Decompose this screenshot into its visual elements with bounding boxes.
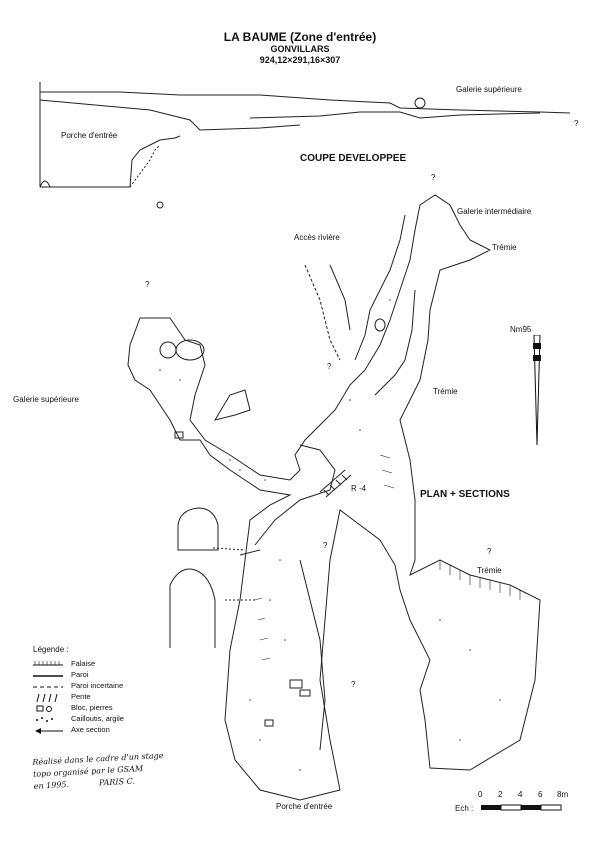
scale-tick-6: 6 bbox=[538, 790, 543, 799]
label-plan-sections: PLAN + SECTIONS bbox=[420, 489, 510, 500]
label-tremie: Trémie bbox=[433, 387, 458, 396]
axe-section-symbol bbox=[33, 727, 65, 735]
scale-tick-0: 0 bbox=[478, 790, 483, 799]
map-location: GONVILLARS bbox=[270, 44, 330, 54]
scale-bar bbox=[455, 790, 585, 830]
paroi-incertaine-symbol bbox=[33, 683, 65, 691]
map-title: LA BAUME (Zone d'entrée) bbox=[223, 30, 377, 44]
label-question-mark: ? bbox=[327, 362, 332, 371]
label-galerie-superieure-plan: Galerie supérieure bbox=[13, 395, 79, 404]
map-coordinates: 924,12×291,16×307 bbox=[259, 55, 341, 65]
legend bbox=[33, 645, 193, 734]
note-author: PARIS C. bbox=[98, 776, 136, 788]
label-galerie-intermediaire: Galerie intermédiaire bbox=[457, 207, 532, 216]
label-porche-entree-profile: Porche d'entrée bbox=[61, 131, 118, 140]
scale-prefix: Ech : bbox=[455, 804, 474, 813]
scale-tick-2: 2 bbox=[498, 790, 503, 799]
legend-item-axe-section: Axe section bbox=[71, 725, 110, 734]
north-label: Nm95 bbox=[510, 325, 532, 334]
label-coupe-developpee: COUPE DEVELOPPEE bbox=[300, 153, 407, 164]
note-line-1: Réalisé dans le cadre d'un stage bbox=[32, 751, 164, 767]
label-tremie: Trémie bbox=[477, 566, 502, 575]
legend-item-falaise: Falaise bbox=[71, 659, 96, 668]
label-question-mark: ? bbox=[145, 280, 150, 289]
label-r4: R -4 bbox=[351, 484, 367, 493]
profile-section bbox=[40, 82, 570, 208]
legend-item-pente: Pente bbox=[71, 692, 91, 701]
falaise-symbol bbox=[33, 661, 65, 669]
label-porche-entree-plan: Porche d'entrée bbox=[276, 802, 333, 811]
scale-tick-8m: 8m bbox=[557, 790, 569, 799]
legend-item-bloc: Bloc, pierres bbox=[71, 703, 113, 712]
note-year: en 1995. bbox=[33, 779, 70, 791]
note-line-2: topo organisé par le GSAM bbox=[32, 764, 144, 779]
legend-item-paroi: Paroi bbox=[71, 670, 89, 679]
legend-title: Légende : bbox=[33, 645, 69, 654]
legend-item-paroi-incertaine: Paroi incertaine bbox=[71, 681, 124, 690]
label-question-mark: ? bbox=[323, 541, 328, 550]
label-question-mark: ? bbox=[487, 547, 492, 556]
legend-item-cailloutis: Cailloutis, argile bbox=[71, 714, 124, 723]
paroi-symbol bbox=[33, 672, 65, 680]
label-galerie-superieure-profile: Galerie supérieure bbox=[456, 85, 522, 94]
cailloutis-symbol bbox=[33, 716, 65, 724]
scale-tick-4: 4 bbox=[518, 790, 523, 799]
label-question-mark: ? bbox=[351, 680, 356, 689]
label-tremie: Trémie bbox=[492, 243, 517, 252]
label-question-mark: ? bbox=[431, 173, 436, 182]
cross-sections bbox=[170, 508, 218, 648]
north-arrow-icon bbox=[522, 335, 562, 445]
label-acces-riviere: Accès rivière bbox=[294, 233, 340, 242]
label-question-mark: ? bbox=[574, 119, 579, 128]
bloc-symbol bbox=[33, 705, 65, 713]
pente-symbol bbox=[33, 694, 65, 702]
scale-bar-graphic bbox=[480, 803, 580, 813]
